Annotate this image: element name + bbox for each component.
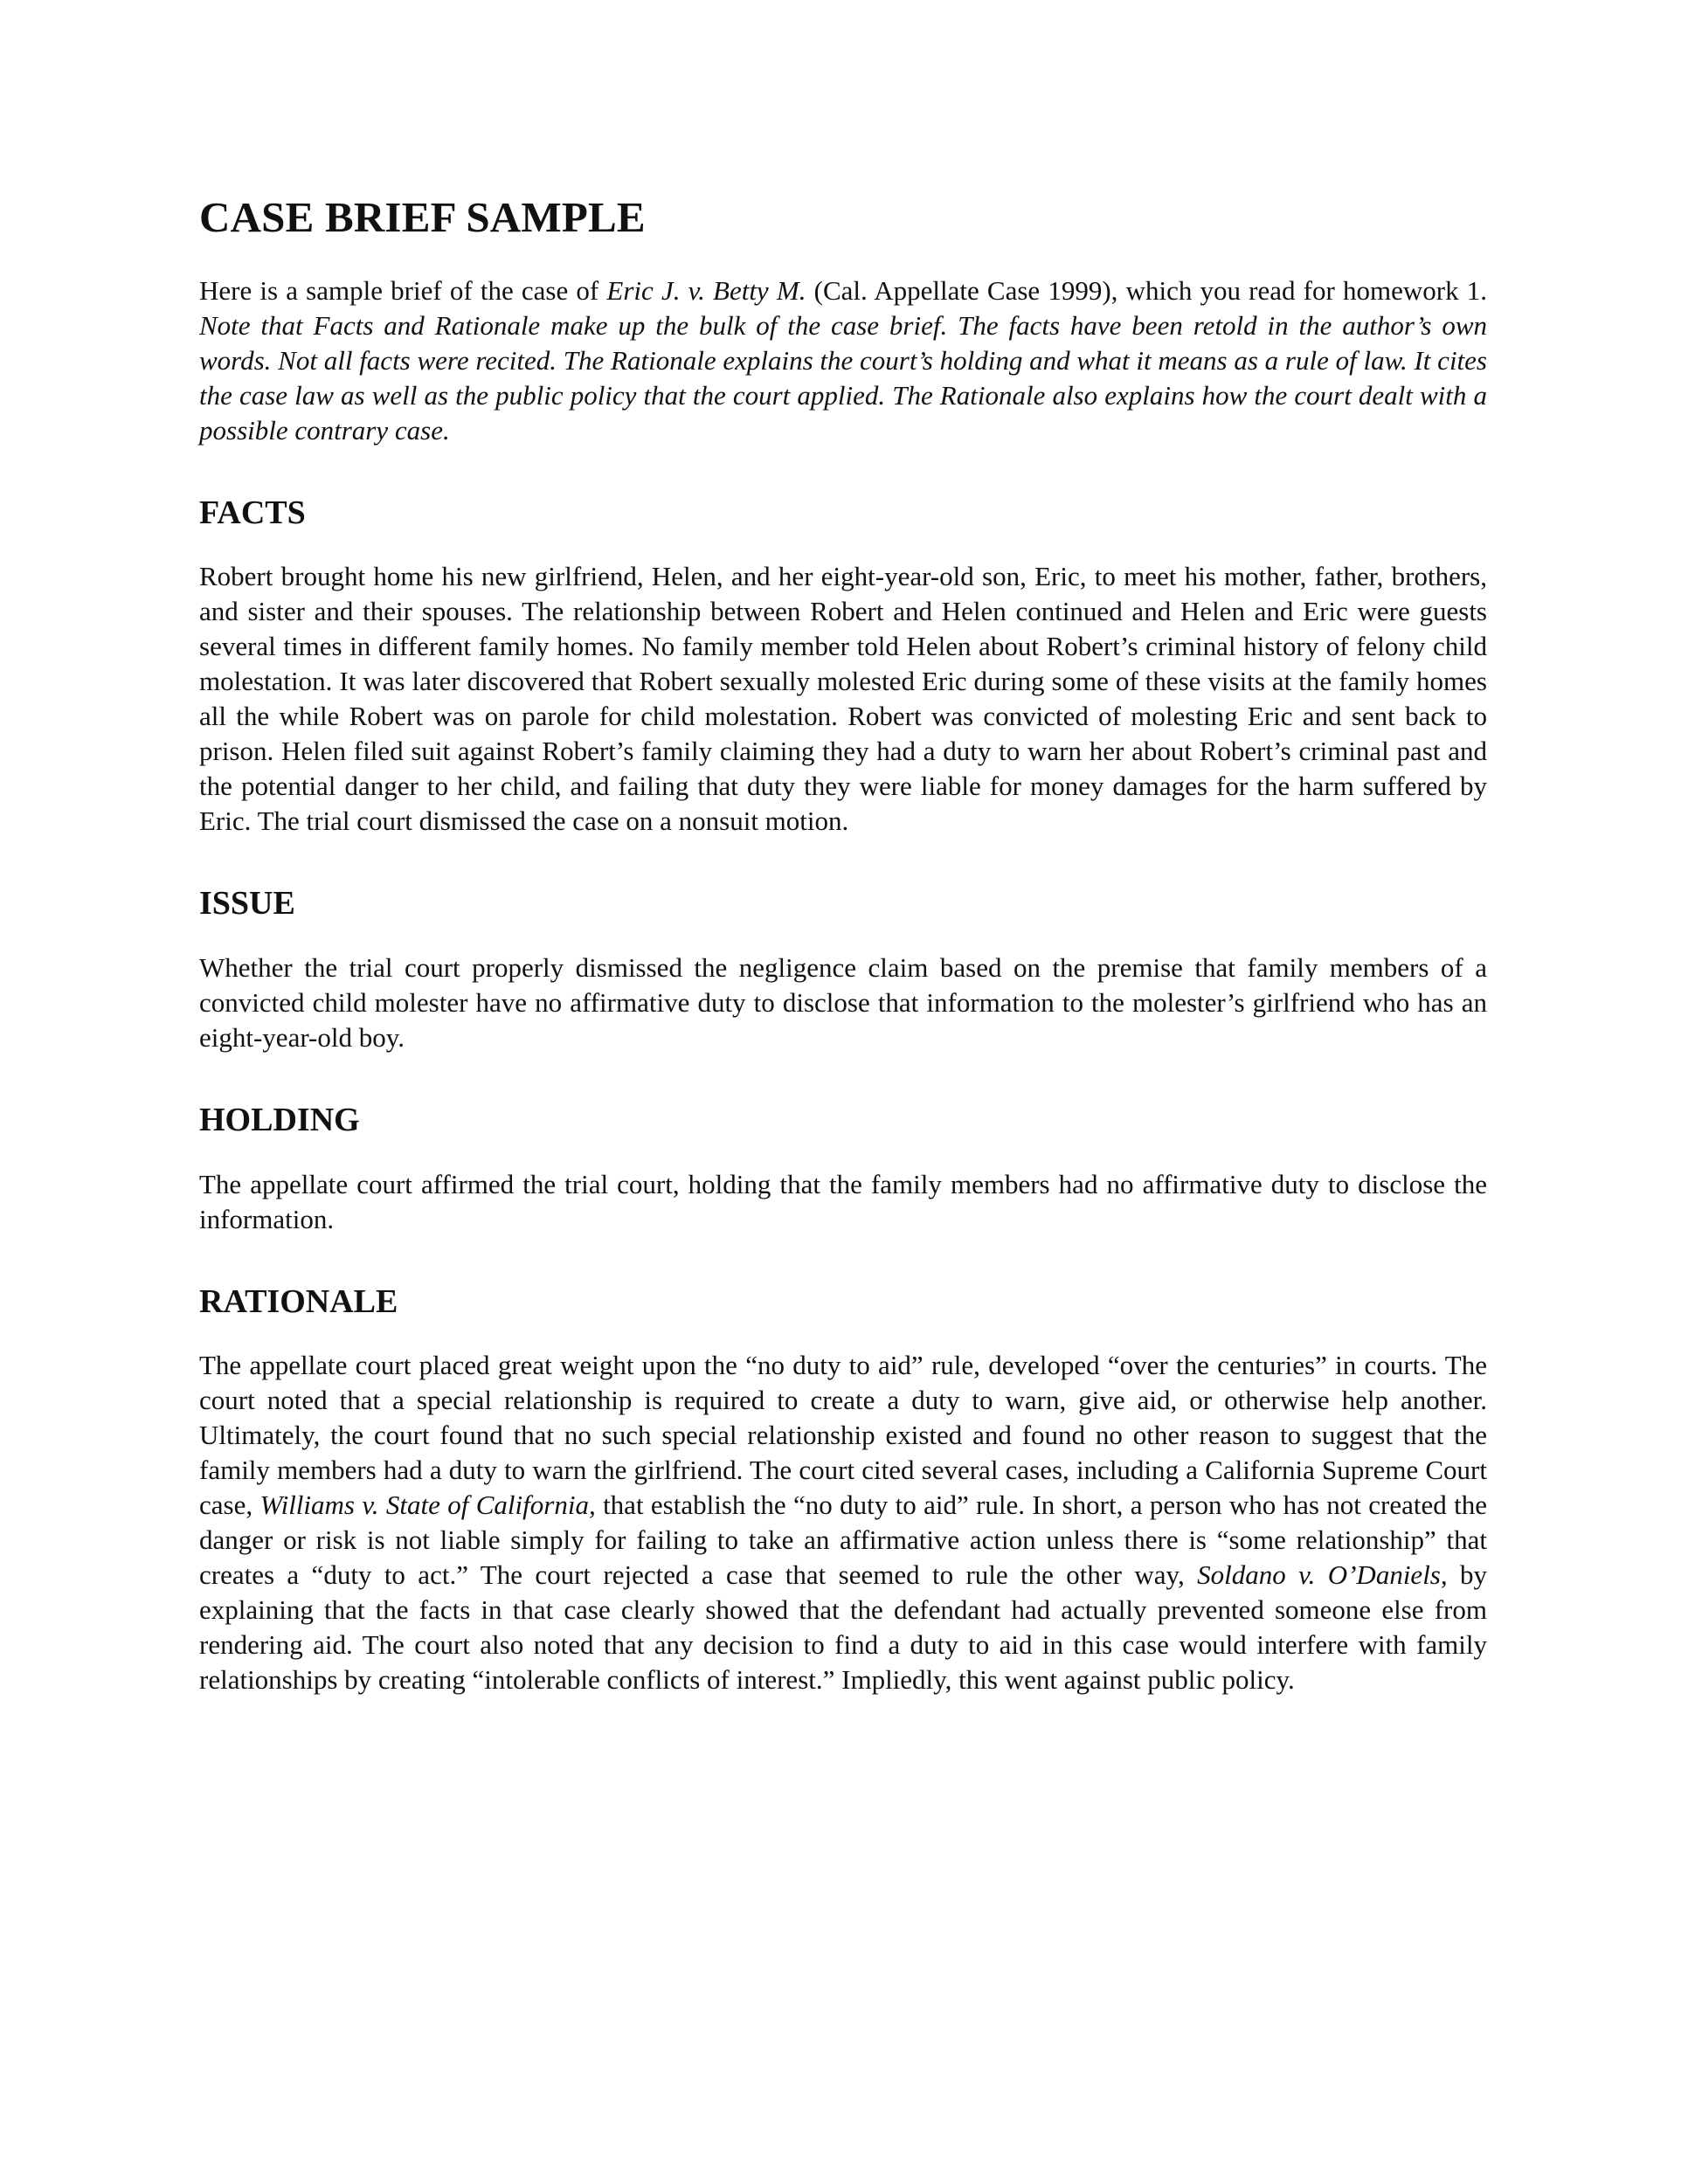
rationale-heading: RATIONALE — [199, 1282, 398, 1320]
intro-case-name: Eric J. v. Betty M. — [606, 274, 806, 306]
document-page — [199, 192, 1487, 1697]
issue-heading: ISSUE — [199, 885, 295, 923]
intro-paragraph — [199, 273, 1487, 448]
facts-heading: FACTS — [199, 494, 306, 531]
facts-section — [199, 494, 1487, 840]
rationale-part-3: by explaining that the facts in that case clearly showed that the defendant had actually prevented someone else from rendering aid. The court also noted that any decision to find a duty to aid in this case would interfere with family relationships by creating “intolerable conflicts of interest.” Impliedly, this went against public policy. — [199, 1559, 1488, 1696]
holding-section — [199, 1101, 1487, 1237]
rationale-part-1: The appellate court placed great weight upon the “no duty to aid” rule, developed “over the centuries” in courts. The court noted that a special relationship is required to create a duty to warn, give aid, or otherwise help another. Ultimately, the court found that no such special relationship existed and found no other reason to suggest that the family members had a duty to warn the girlfriend. The court cited several cases, including a California Supreme Court case, — [199, 1350, 1487, 1521]
document-title: CASE BRIEF SAMPLE — [199, 193, 646, 241]
issue-paragraph: Whether the trial court properly dismissed the negligence claim based on the premise that family members of a convicted child molester have no affirmative duty to disclose that information to the molester’s girlfriend who has an eight-year-old boy. — [199, 951, 1487, 1053]
intro-note: Note that Facts and Rationale make up the bulk of the case brief. The facts have been retold in the author’s own words. Not all facts were recited. The Rationale explains the court’s holding and what it means as a rule of law. It cites the case law as well as the public policy that the court applied. The Rationale also explains how the court dealt with a possible contrary case. — [199, 309, 1487, 446]
issue-section — [199, 884, 1487, 1055]
intro-suffix: (Cal. Appellate Case 1999), which you read for homework 1. — [806, 274, 1488, 306]
rationale-section — [199, 1282, 1487, 1698]
holding-heading: HOLDING — [199, 1101, 360, 1138]
holding-paragraph: The appellate court affirmed the trial court, holding that the family members had no affirmative duty to disclose the information. — [199, 1168, 1487, 1234]
rationale-paragraph — [199, 1348, 1487, 1697]
rationale-part-2: that establish the “no duty to aid” rule. In short, a person who has not created the danger or risk is not liable simply for failing to take an affirmative action unless there is “some relationship” that creates a “duty to act.” The court rejected a case that seemed to rule the other way, — [199, 1489, 1487, 1591]
rationale-case-soldano: Soldano v. O’Daniels, — [1197, 1559, 1448, 1591]
facts-paragraph: Robert brought home his new girlfriend, Helen, and her eight-year-old son, Eric, to meet his mother, father, brothers, and sister and their spouses. The relationship between Robert and Helen continued and Helen and Eric were guests several times in different family homes. No family member told Helen about Robert’s criminal history of felony child molestation. It was later discovered that Robert sexually molested Eric during some of these visits at the family homes all the while Robert was on parole for child molestation. Robert was convicted of molesting Eric and sent back to prison. Helen filed suit against Robert’s family claiming they had a duty to warn her about Robert’s criminal past and the potential danger to her child, and failing that duty they were liable for money damages for the harm suffered by Eric. The trial court dismissed the case on a nonsuit motion. — [199, 561, 1487, 837]
rationale-case-williams: Williams v. State of California, — [259, 1489, 596, 1521]
intro-prefix: Here is a sample brief of the case of — [199, 274, 607, 306]
